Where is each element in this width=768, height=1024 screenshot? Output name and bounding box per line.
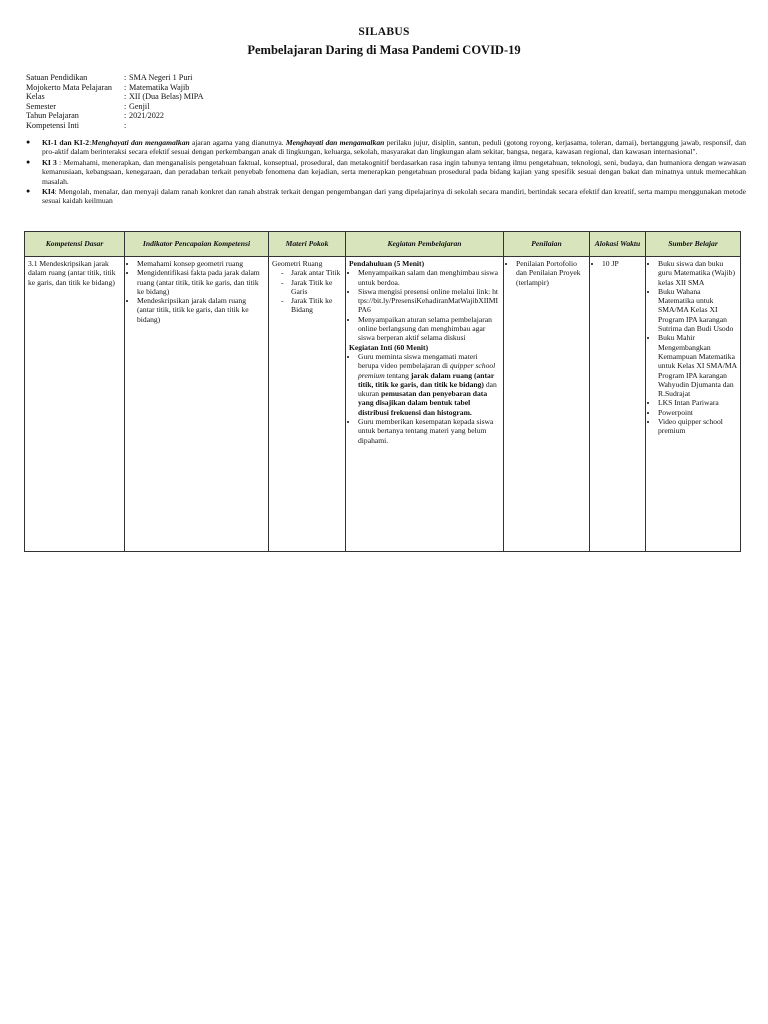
info-value: XII (Dua Belas) MIPA bbox=[129, 92, 204, 102]
info-row: Kelas : XII (Dua Belas) MIPA bbox=[26, 92, 204, 102]
list-item: • Siswa mengisi presensi online melalui link: https://bit.ly/PresensiKehadiranMatWajibXIIMIPA6 bbox=[358, 287, 500, 315]
list-item: • Buku Wahana Matematika untuk SMA/MA Kelas XI Program IPA karangan Sutrima dan Budi Usodo bbox=[658, 287, 737, 333]
info-row: Tahun Pelajaran : 2021/2022 bbox=[26, 111, 165, 121]
info-row: Semester : Genjil bbox=[26, 101, 150, 111]
list-item: • Video quipper school premium bbox=[658, 417, 737, 436]
ki-label: KI 3 bbox=[42, 157, 57, 167]
kegiatan-cell bbox=[346, 257, 504, 552]
document-subtitle: Pembelajaran Daring di Masa Pandemi COVID-19 bbox=[247, 43, 521, 57]
bullet-icon: ● bbox=[26, 157, 31, 166]
info-row: Kompetensi Inti : bbox=[26, 120, 127, 130]
ki-text: ajaran agama yang dianutnya. bbox=[189, 138, 286, 147]
penilaian-cell bbox=[504, 257, 590, 552]
materi-title: Geometri Ruang bbox=[272, 259, 323, 268]
info-value: 2021/2022 bbox=[129, 111, 165, 121]
list-item: • Powerpoint bbox=[658, 408, 737, 417]
list-item: • Guru memberikan kesempatan kepada siswa untuk bertanya tentang materi yang belum dipahami. bbox=[358, 417, 500, 445]
materi-cell bbox=[269, 257, 346, 552]
alokasi-cell bbox=[590, 257, 646, 552]
info-row: Satuan Pendidikan : SMA Negeri 1 Puri bbox=[26, 73, 193, 82]
ki-phrase: Menghayati dan mengamalkan bbox=[285, 138, 385, 147]
ki-item bbox=[26, 187, 746, 206]
kompetensi-inti-list bbox=[26, 138, 746, 207]
bullet-icon: ● bbox=[26, 187, 31, 196]
column-header: Kegiatan Pembelajaran bbox=[346, 232, 504, 257]
info-value: SMA Negeri 1 Puri bbox=[129, 73, 193, 82]
column-header: Penilaian bbox=[504, 232, 590, 257]
list-item: • Memahami konsep geometri ruang bbox=[137, 259, 265, 268]
indikator-cell bbox=[125, 257, 269, 552]
column-header: Kompetensi Dasar bbox=[25, 232, 125, 257]
list-item: • Mengidentifikasi fakta pada jarak dalam ruang (antar titik, titik ke garis, dan titik ke bidang) bbox=[137, 268, 265, 296]
ki-text: perilaku jujur, disiplin, santun, peduli (gotong royong, kerjasama, toleran, damai), bertanggung jawab, responsif, dan pro-aktif dalam berinteraksi secara efektif sesuai dengan perkembangan anak di lingkungan, keluarga, sekolah, masyarakat dan lingkungan alam sekitar, bangsa, negara, kawasan regional, dan kawasan internasional". bbox=[42, 138, 747, 157]
syllabus-table bbox=[24, 231, 741, 552]
list-item: • Buku siswa dan buku guru Matematika (Wajib) kelas XII SMA bbox=[658, 259, 737, 287]
column-header: Sumber Belajar bbox=[646, 232, 741, 257]
list-item: • Penilaian Portofolio dan Penilaian Proyek (terlampir) bbox=[516, 259, 586, 287]
ki-label: KI-1 dan KI-2 bbox=[42, 138, 90, 147]
section-heading: Kegiatan Inti (60 Menit) bbox=[349, 342, 429, 352]
column-header: Materi Pokok bbox=[269, 232, 346, 257]
ki-text: : Mengolah, menalar, dan menyaji dalam ranah konkret dan ranah abstrak terkait dengan pengembangan dari yang dipelajarinya di sekolah secara mandiri, bertindak secara efektif dan kreatif, serta mampu menggunakan metode sesuai kaidah keilmuan bbox=[42, 187, 746, 206]
info-key: Semester bbox=[26, 101, 57, 111]
list-item: - Jarak antar Titik bbox=[281, 268, 341, 278]
identity-block bbox=[26, 73, 204, 131]
list-item: - Jarak Titik ke Garis bbox=[281, 277, 333, 296]
info-key: Tahun Pelajaran bbox=[26, 111, 79, 121]
column-header: Indikator Pencapaian Kompetensi bbox=[125, 232, 269, 257]
info-key: Kelas bbox=[26, 92, 45, 102]
kd-cell bbox=[25, 257, 125, 552]
ki-text: : Memahami, menerapkan, dan menganalisis pengetahuan faktual, konseptual, prosedural, dan metakognitif berdasarkan rasa ingin tahunya tentang ilmu pengetahuan, teknologi, seni, budaya, dan humaniora dengan wawasan kemanusiaan, kebangsaan, kenegaraan, dan peradaban terkait penyebab fenomena dan kejadian, serta menerapkan pengetahuan prosedural pada bidang kajian yang spesifik sesuai dengan bakat dan minatnya untuk memecahkan masalah. bbox=[42, 157, 746, 186]
info-key: Kompetensi Inti bbox=[26, 120, 79, 130]
ki-item: ● KI-1 dan KI-2:Menghayati dan mengamalkan ajaran agama yang dianutnya. Menghayati dan mengamalkan perilaku jujur, disiplin, santun, peduli (gotong royong, kerjasama, toleran, damai), bertanggung jawab, responsif, dan pro-aktif dalam berinteraksi secara efektif sesuai dengan perkembangan anak di lingkungan, keluarga, sekolah, masyarakat dan lingkungan alam sekitar, bangsa, negara, kawasan regional, dan kawasan internasional". bbox=[26, 138, 747, 157]
list-item: • Buku Mahir Mengembangkan Kemampuan Matematika untuk Kelas XI SMA/MA Program IPA karangan Wahyudin Djumanta dan R.Sudrajat bbox=[658, 333, 737, 398]
info-row: Mojokerto Mata Pelajaran : Matematika Wajib bbox=[26, 82, 190, 92]
info-value: Genjil bbox=[129, 101, 150, 111]
list-item: • 10 JP bbox=[602, 259, 642, 268]
ki-phrase: Menghayati dan mengamalkan bbox=[91, 138, 190, 147]
column-header: Alokasi Waktu bbox=[590, 232, 646, 257]
list-item: • Mendeskripsikan jarak dalam ruang (antar titik, titik ke garis, dan titik ke bidang) bbox=[137, 296, 265, 324]
kd-text: 3.1 Mendeskripsikan jarak dalam ruang (antar titik, titik ke garis, dan titik ke bidang) bbox=[28, 259, 116, 287]
bullet-icon: ● bbox=[26, 138, 31, 146]
info-value: Matematika Wajib bbox=[129, 82, 190, 92]
table-row bbox=[25, 257, 741, 552]
table-header-row bbox=[25, 232, 741, 257]
sumber-cell bbox=[646, 257, 741, 552]
list-item: • Menyampaikan aturan selama pembelajaran online berlangsung dan menghimbau agar siswa berperan aktif selama diskusi bbox=[358, 315, 500, 343]
info-key: Mojokerto Mata Pelajaran bbox=[26, 82, 112, 92]
section-heading: Pendahuluan (5 Menit) bbox=[349, 259, 425, 268]
document-title: SILABUS bbox=[358, 26, 410, 38]
info-key: Satuan Pendidikan bbox=[26, 73, 88, 82]
ki-label: KI4 bbox=[42, 187, 55, 197]
ki-item bbox=[26, 158, 746, 186]
list-item: • Menyampaikan salam dan menghimbau siswa untuk berdoa. bbox=[358, 268, 500, 287]
list-item: - Jarak Titik ke Bidang bbox=[281, 296, 333, 315]
list-item: • LKS Intan Pariwara bbox=[658, 398, 737, 407]
list-item: • Guru meminta siswa mengamati materi berupa video pembelajaran di quipper school premium tentang jarak dalam ruang (antar titik, titik ke garis, dan titik ke bidang) dan ukuran pemusatan dan penyebaran data yang disajikan dalam bentuk tabel distribusi frekuensi dan histogram. bbox=[358, 352, 500, 417]
